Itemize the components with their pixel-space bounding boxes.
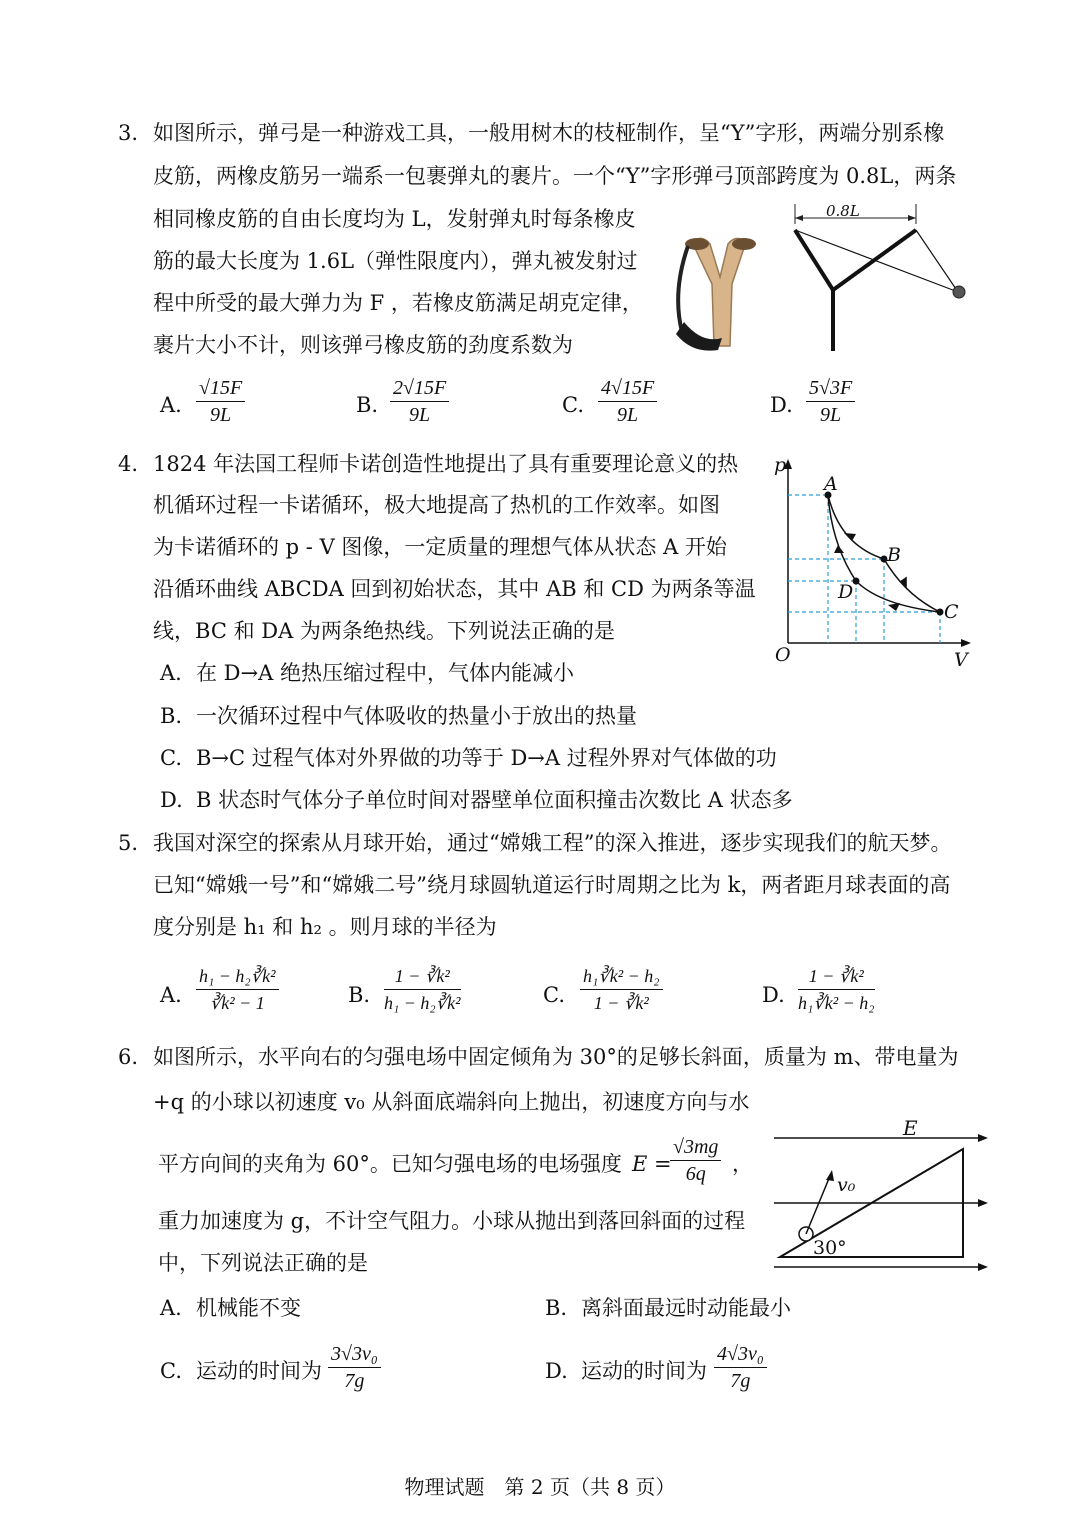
q6-angle-label: 30° bbox=[813, 1237, 847, 1259]
q3-option-c-value: $\frac{4√15F}{9L}$ bbox=[598, 375, 657, 428]
q4-option-a-label: A. bbox=[160, 661, 182, 685]
q3-line-6: 裹片大小不计，则该弹弓橡皮筋的劲度系数为 bbox=[153, 333, 573, 357]
q3-option-b-value: $\frac{2√15F}{9L}$ bbox=[390, 375, 449, 428]
slingshot-photo bbox=[662, 222, 782, 352]
q3-number: 3. bbox=[118, 121, 139, 145]
q5-option-b-label: B. bbox=[348, 983, 371, 1007]
q6-e-value: $\frac{√3mg}{6q}$ bbox=[670, 1134, 721, 1187]
q6-line-5: 中，下列说法正确的是 bbox=[158, 1251, 368, 1275]
q6-e-eq: E = bbox=[632, 1152, 672, 1176]
q6-option-b-text: 离斜面最远时动能最小 bbox=[581, 1296, 791, 1320]
q3-option-d-label: D. bbox=[770, 393, 793, 417]
q4-number: 4. bbox=[118, 452, 139, 476]
q6-option-a-label: A. bbox=[160, 1296, 182, 1320]
q5-option-c-value: $\frac{\text{h₁∛k² − h₂}}{\text{1 − ∛k²}}$ bbox=[580, 963, 663, 1016]
q6-option-c-text: 运动的时间为 bbox=[196, 1359, 322, 1383]
q6-e-comma: ， bbox=[732, 1152, 753, 1176]
q4-option-b-text: 一次循环过程中气体吸收的热量小于放出的热量 bbox=[196, 704, 637, 728]
q3-line-3: 相同橡皮筋的自由长度均为 L，发射弹丸时每条橡皮 bbox=[153, 207, 636, 231]
q3-line-5: 程中所受的最大弹力为 F ，若橡皮筋满足胡克定律， bbox=[153, 291, 643, 315]
q5-option-a-label: A. bbox=[160, 983, 182, 1007]
q5-option-a-value: $\frac{\text{h₁ − h₂∛k²}}{\text{∛k² − 1}}$ bbox=[196, 963, 279, 1016]
q4-option-d-label: D. bbox=[160, 788, 183, 812]
q3-option-a-value: $\frac{√15F}{9L}$ bbox=[196, 375, 245, 428]
slingshot-diagram bbox=[785, 196, 975, 356]
q6-option-c-value: $\frac{\text{3√3v₀}}{7g}$ bbox=[328, 1341, 381, 1394]
q5-line-2: 已知“嫦娥一号”和“嫦娥二号”绕月球圆轨道运行时周期之比为 k，两者距月球表面的高 bbox=[153, 873, 951, 897]
pv-point-c: C bbox=[944, 601, 959, 623]
q3-span-label: 0.8L bbox=[826, 202, 860, 220]
pv-point-a: A bbox=[824, 473, 838, 495]
pv-point-b: B bbox=[887, 544, 901, 566]
q4-option-c-text: B→C 过程气体对外界做的功等于 D→A 过程外界对气体做的功 bbox=[196, 746, 777, 770]
q3-line-2: 皮筋，两橡皮筋另一端系一包裹弹丸的裹片。一个“Y”字形弹弓顶部跨度为 0.8L，两条 bbox=[153, 164, 957, 188]
q4-line-4: 沿循环曲线 ABCDA 回到初始状态，其中 AB 和 CD 为两条等温 bbox=[153, 577, 756, 601]
q4-line-5: 线，BC 和 DA 为两条绝热线。下列说法正确的是 bbox=[153, 619, 615, 643]
q3-option-b-label: B. bbox=[356, 393, 379, 417]
q6-field-label: E bbox=[903, 1116, 918, 1140]
pv-point-d: D bbox=[838, 581, 854, 603]
q5-number: 5. bbox=[118, 831, 139, 855]
q6-number: 6. bbox=[118, 1045, 139, 1069]
q4-option-d-text: B 状态时气体分子单位时间对器壁单位面积撞击次数比 A 状态多 bbox=[196, 788, 793, 812]
q6-option-a-text: 机械能不变 bbox=[196, 1296, 301, 1320]
q6-option-b-label: B. bbox=[545, 1296, 568, 1320]
q6-option-d-label: D. bbox=[545, 1359, 568, 1383]
q4-option-a-text: 在 D→A 绝热压缩过程中，气体内能减小 bbox=[196, 661, 574, 685]
pv-origin: O bbox=[775, 644, 791, 666]
q5-line-1: 我国对深空的探索从月球开始，通过“嫦娥工程”的深入推进，逐步实现我们的航天梦。 bbox=[153, 831, 952, 855]
pv-axis-p: p bbox=[774, 454, 787, 476]
q4-option-b-label: B. bbox=[160, 704, 183, 728]
q6-line-1: 如图所示，水平向右的匀强电场中固定倾角为 30°的足够长斜面，质量为 m、带电量为 bbox=[153, 1045, 959, 1069]
q5-line-3: 度分别是 h₁ 和 h₂ 。则月球的半径为 bbox=[153, 915, 497, 939]
q5-option-d-value: $\frac{\text{1 − ∛k²}}{\text{h₁∛k² − h₂}}$ bbox=[798, 963, 875, 1016]
q6-line-3: 平方向间的夹角为 60°。已知匀强电场的电场强度 bbox=[158, 1152, 622, 1176]
q4-line-2: 机循环过程一卡诺循环，极大地提高了热机的工作效率。如图 bbox=[153, 493, 720, 517]
q5-option-b-value: $\frac{\text{1 − ∛k²}}{\text{h₁ − h₂∛k²}}$ bbox=[384, 963, 461, 1016]
q5-option-d-label: D. bbox=[762, 983, 785, 1007]
q3-option-d-value: $\frac{5√3F}{9L}$ bbox=[806, 375, 855, 428]
q3-line-4: 筋的最大长度为 1.6L（弹性限度内），弹丸被发射过 bbox=[153, 249, 638, 273]
q6-velocity-label: v₀ bbox=[837, 1174, 856, 1196]
q4-option-c-label: C. bbox=[160, 746, 182, 770]
q6-option-d-text: 运动的时间为 bbox=[581, 1359, 707, 1383]
q3-line-1: 如图所示，弹弓是一种游戏工具，一般用树木的枝桠制作，呈“Y”字形，两端分别系橡 bbox=[153, 121, 945, 145]
pv-graph bbox=[770, 455, 975, 665]
pv-axis-v: V bbox=[954, 649, 968, 671]
q6-option-d-value: $\frac{\text{4√3v₀}}{7g}$ bbox=[714, 1341, 767, 1394]
q3-option-a-label: A. bbox=[160, 393, 182, 417]
page-footer: 物理试题 第 2 页（共 8 页） bbox=[404, 1475, 676, 1499]
incline-diagram bbox=[770, 1120, 992, 1275]
q4-line-1: 1824 年法国工程师卡诺创造性地提出了具有重要理论意义的热 bbox=[153, 452, 739, 476]
q6-option-c-label: C. bbox=[160, 1359, 182, 1383]
q6-line-2: +q 的小球以初速度 v₀ 从斜面底端斜向上抛出，初速度方向与水 bbox=[153, 1090, 750, 1114]
q5-option-c-label: C. bbox=[543, 983, 565, 1007]
q6-line-4: 重力加速度为 g，不计空气阻力。小球从抛出到落回斜面的过程 bbox=[158, 1209, 746, 1233]
q4-line-3: 为卡诺循环的 p - V 图像，一定质量的理想气体从状态 A 开始 bbox=[153, 535, 727, 559]
q3-option-c-label: C. bbox=[562, 393, 584, 417]
